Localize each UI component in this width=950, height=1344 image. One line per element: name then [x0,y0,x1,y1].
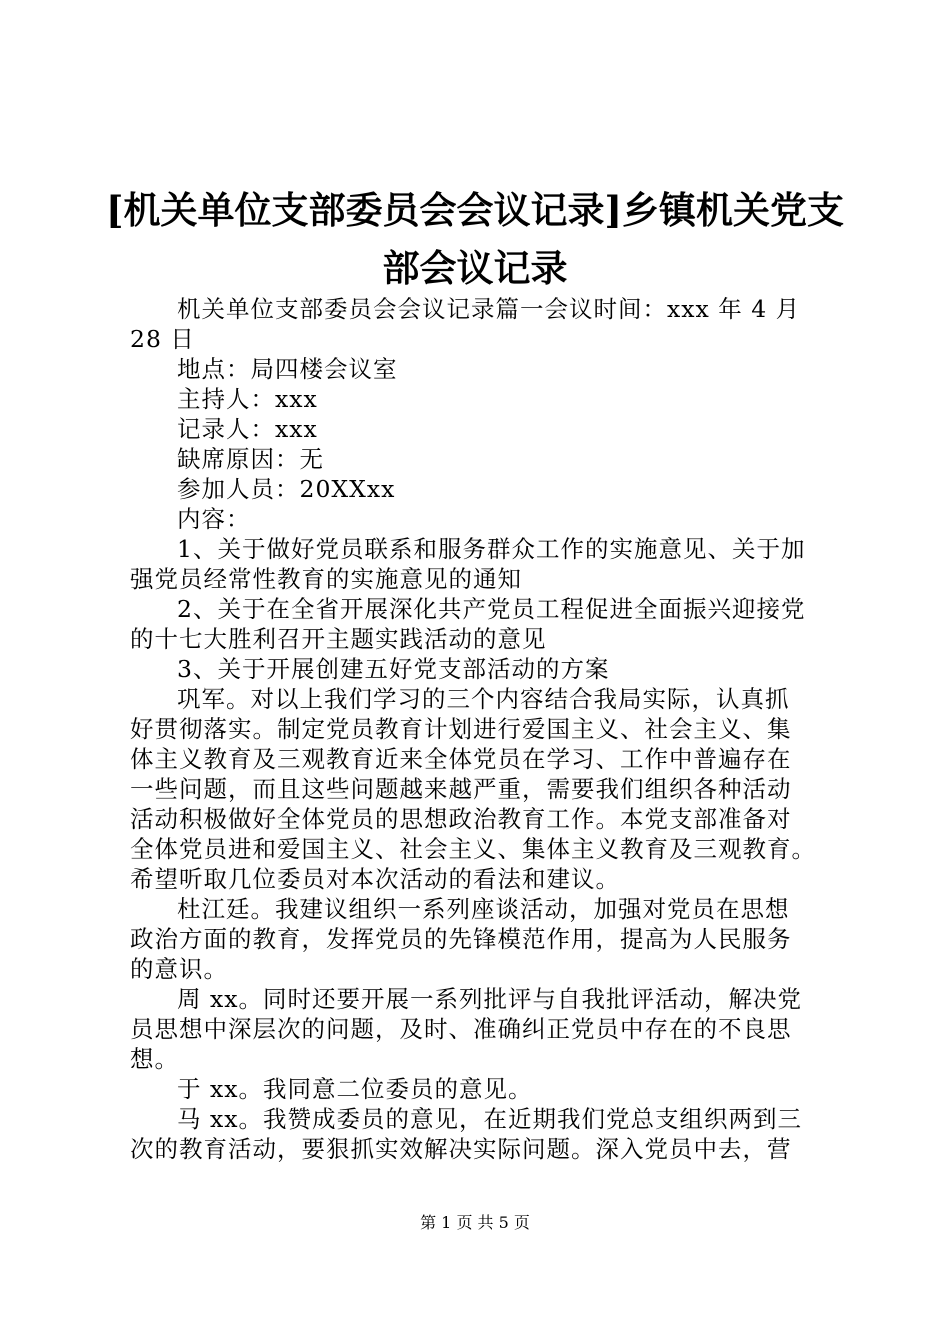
paragraph-line: 于 xx。我同意二位委员的意见。 [177,1075,533,1103]
paragraph-line: 次的教育活动，要狠抓实效解决实际问题。深入党员中去，营 [130,1135,792,1163]
paragraph-line: 全体党员进和爱国主义、社会主义、集体主义教育及三观教育。 [130,835,816,863]
document-body [130,294,830,1164]
meeting-recorder: 记录人：xxx [177,415,318,443]
paragraph-line: 一些问题，而且这些问题越来越严重，需要我们组织各种活动 [130,775,792,803]
attendees: 参加人员：20XXxx [177,475,396,503]
page-footer: 第 1 页 共 5 页 [420,1213,530,1232]
content-item-3: 3、关于开展创建五好党支部活动的方案 [177,655,610,683]
paragraph-line: 巩军。对以上我们学习的三个内容结合我局实际，认真抓 [177,685,790,713]
meeting-time-line: 机关单位支部委员会会议记录篇一会议时间：xxx 年 4 月 [177,295,801,323]
content-item-2: 2、关于在全省开展深化共产党员工程促进全面振兴迎接党 [177,595,806,623]
paragraph-line: 政治方面的教育，发挥党员的先锋模范作用，提高为人民服务 [130,925,792,953]
document-title-line-1: [机关单位支部委员会会议记录]乡镇机关党支 [105,188,844,232]
paragraph-line: 杜江廷。我建议组织一系列座谈活动，加强对党员在思想 [177,895,790,923]
content-item-1-continuation: 强党员经常性教育的实施意见的通知 [130,565,522,593]
paragraph-line: 马 xx。我赞成委员的意见，在近期我们党总支组织两到三 [177,1105,802,1133]
content-heading: 内容： [177,505,251,533]
paragraph-line: 想。 [130,1045,179,1073]
paragraph-line: 员思想中深层次的问题，及时、准确纠正党员中存在的不良思 [130,1015,792,1043]
meeting-location: 地点：局四楼会议室 [177,355,398,383]
paragraph-line: 活动积极做好全体党员的思想政治教育工作。本党支部准备对 [130,805,792,833]
meeting-time-continuation: 28 日 [130,325,195,353]
paragraph-line: 的意识。 [130,955,228,983]
paragraph-line: 周 xx。同时还要开展一系列批评与自我批评活动，解决党 [177,985,802,1013]
absence-reason: 缺席原因：无 [177,445,324,473]
meeting-host: 主持人：xxx [177,385,318,413]
document-title-line-2: 部会议记录 [382,246,568,290]
content-item-2-continuation: 的十七大胜利召开主题实践活动的意见 [130,625,547,653]
paragraph-line: 体主义教育及三观教育近来全体党员在学习、工作中普遍存在 [130,745,792,773]
paragraph-line: 希望听取几位委员对本次活动的看法和建议。 [130,865,620,893]
content-item-1: 1、关于做好党员联系和服务群众工作的实施意见、关于加 [177,535,806,563]
paragraph-line: 好贯彻落实。制定党员教育计划进行爱国主义、社会主义、集 [130,715,792,743]
